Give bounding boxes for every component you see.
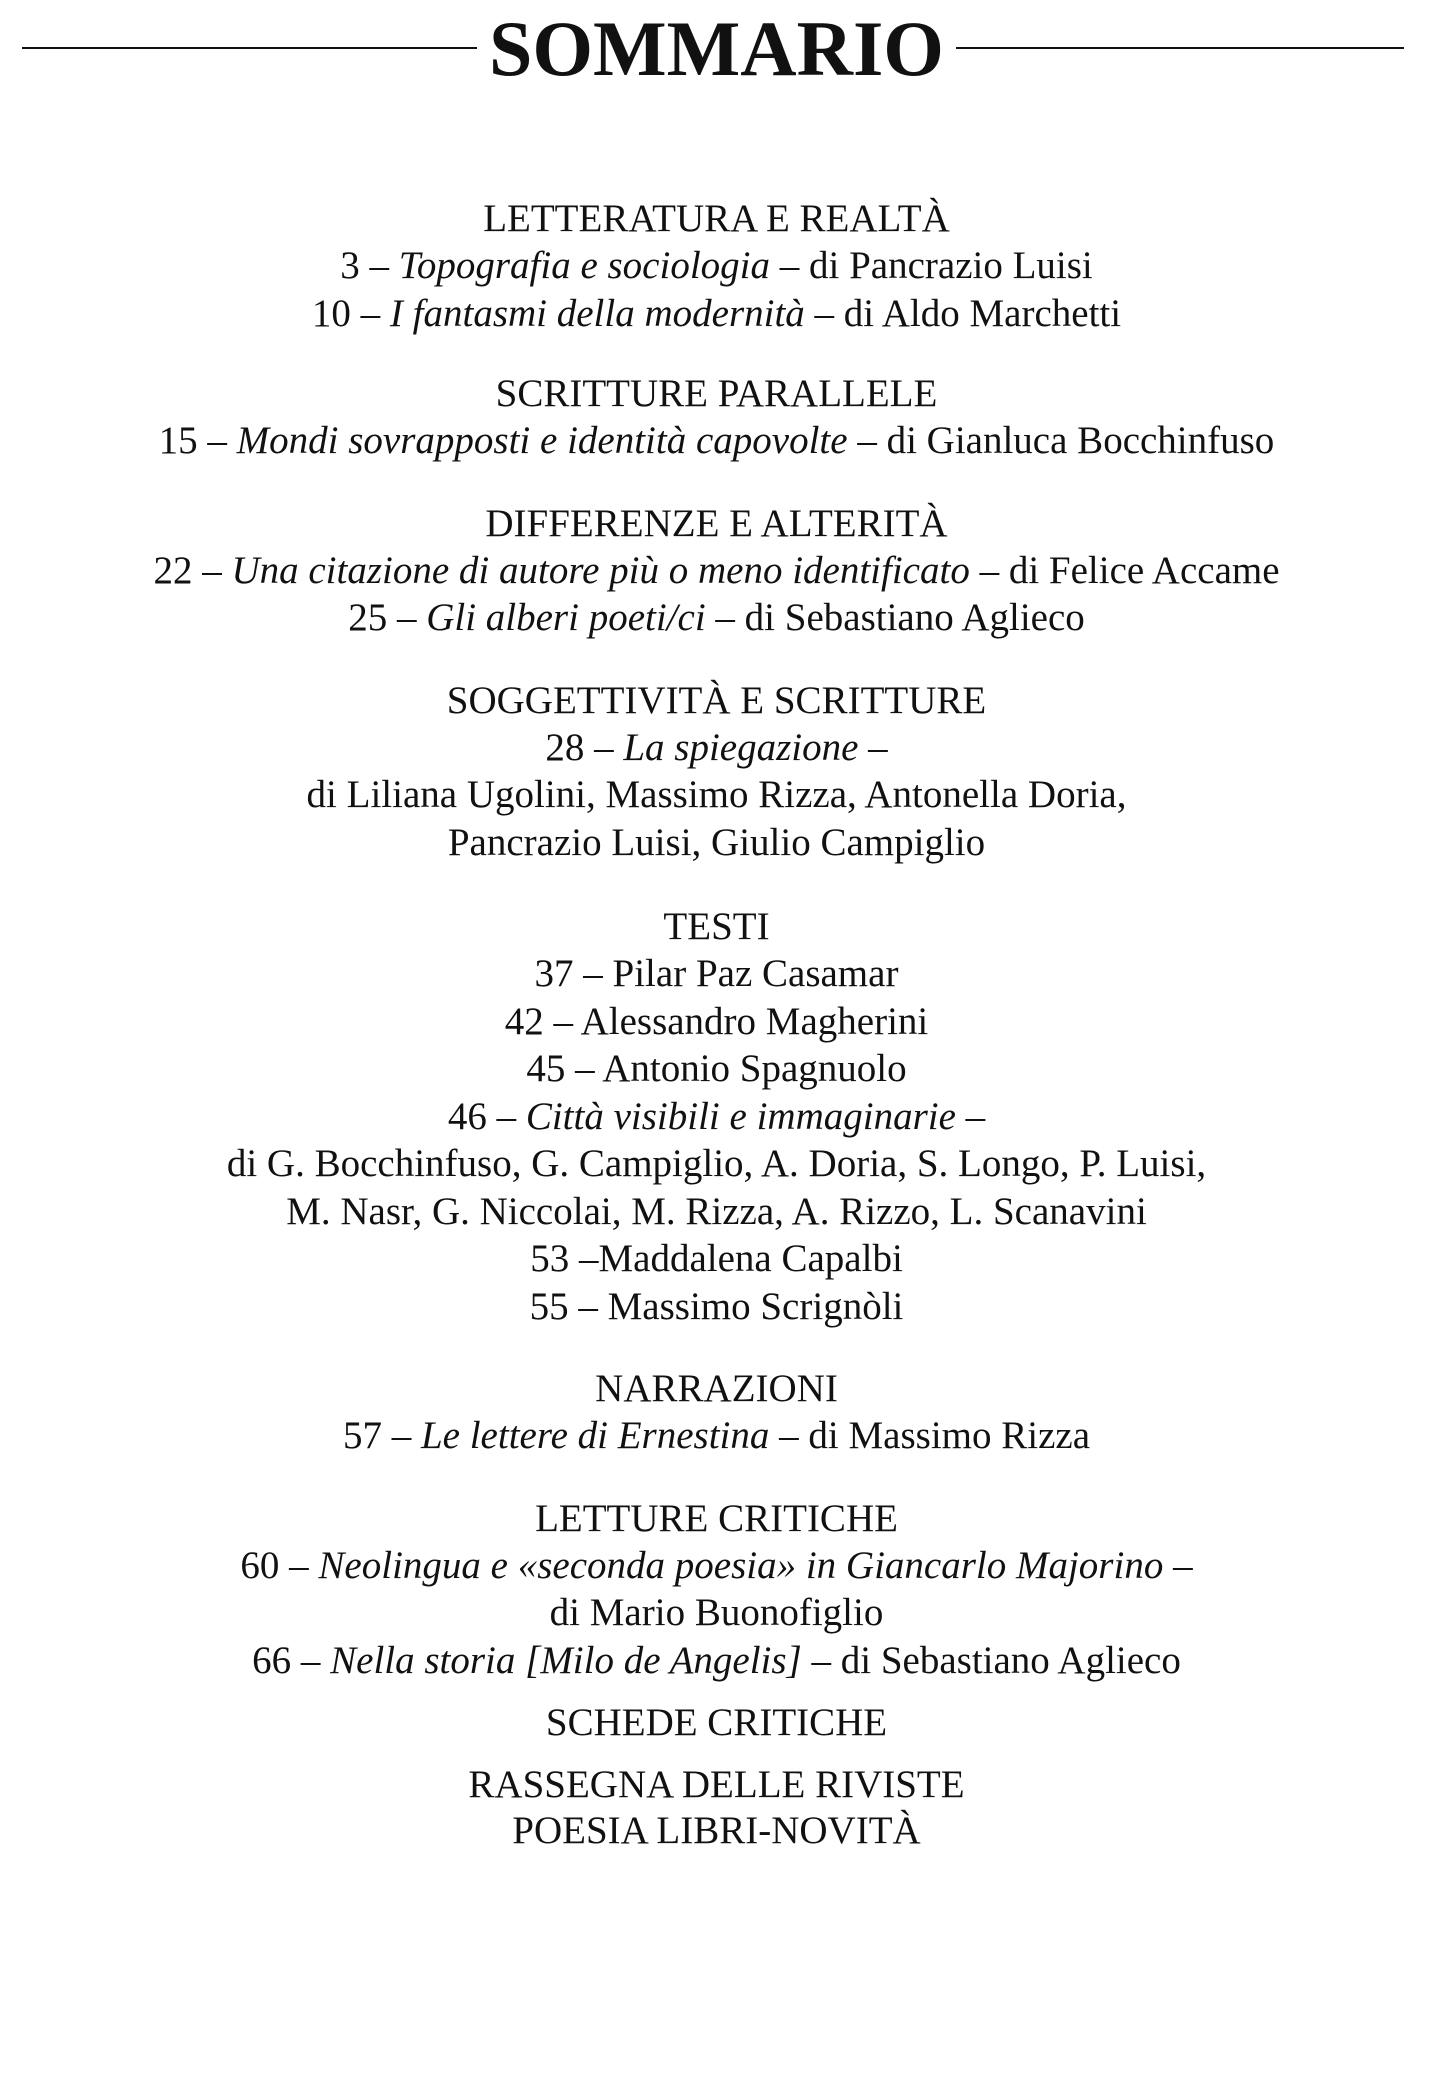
entry-author: –	[1163, 1543, 1193, 1587]
toc-entry	[0, 594, 1433, 642]
section-title: SOGGETTIVITÀ E SCRITTURE	[446, 678, 987, 722]
entry-page: 42 – Alessandro Magherini	[504, 999, 929, 1043]
title-rule-right	[956, 47, 1404, 49]
entry-page: 53 –Maddalena Capalbi	[530, 1237, 903, 1280]
entry-title: I fantasmi della modernità	[389, 291, 805, 335]
entry-page: 55 – Massimo Scrignòli	[529, 1284, 904, 1328]
toc-section	[0, 1762, 1433, 1808]
section-gap	[0, 866, 1433, 904]
toc-section	[0, 501, 1433, 642]
toc-section	[0, 1366, 1433, 1460]
entry-page: 60 –	[240, 1543, 319, 1587]
entry-page: 15 –	[158, 419, 237, 462]
section-title: RASSEGNA DELLE RIVISTE	[468, 1763, 965, 1806]
toc-entry	[0, 1589, 1433, 1637]
toc-entry	[0, 242, 1433, 290]
entry-author: – di Sebastiano Aglieco	[801, 1638, 1181, 1682]
entry-author: – di Pancrazio Luisi	[770, 244, 1093, 287]
section-title: TESTI	[663, 905, 770, 948]
toc-entry	[0, 998, 1433, 1046]
toc-entry	[0, 1637, 1433, 1685]
toc-section	[0, 1700, 1433, 1746]
section-gap	[0, 465, 1433, 501]
toc-section	[0, 678, 1433, 867]
entry-author: di G. Bocchinfuso, G. Campiglio, A. Doria, S. Longo, P. Luisi,	[226, 1142, 1207, 1185]
toc-entry	[0, 1283, 1433, 1331]
section-gap	[0, 642, 1433, 678]
section-gap	[0, 337, 1433, 371]
section-title: DIFFERENZE E ALTERITÀ	[485, 501, 948, 545]
entry-page: 57 –	[342, 1414, 421, 1457]
section-gap	[0, 1460, 1433, 1496]
toc-section	[0, 1808, 1433, 1854]
entry-title: Città visibili e immaginarie	[525, 1094, 956, 1138]
title-rule-left	[22, 47, 477, 49]
entry-page: 22 –	[153, 548, 232, 592]
entry-title: La spiegazione	[623, 725, 859, 769]
toc-entry	[0, 950, 1433, 998]
entry-author: – di Felice Accame	[969, 548, 1280, 592]
entry-page: 3 –	[340, 244, 399, 287]
entry-author: di Mario Buonofiglio	[549, 1591, 884, 1634]
entry-page: 10 –	[311, 291, 390, 335]
entry-page: 45 – Antonio Spagnuolo	[526, 1047, 907, 1090]
toc-section	[0, 1496, 1433, 1685]
toc-entry	[0, 547, 1433, 595]
page-title: SOMMARIO	[489, 5, 944, 92]
entry-page: 28 –	[545, 725, 624, 769]
toc-entry	[0, 1045, 1433, 1093]
section-title: SCHEDE CRITICHE	[545, 1701, 888, 1744]
entry-author: – di Sebastiano Aglieco	[705, 596, 1085, 639]
section-gap	[0, 1684, 1433, 1700]
title-row	[0, 0, 1433, 100]
entry-title: Una citazione di autore più o meno identificato	[231, 548, 970, 592]
table-of-contents	[0, 196, 1433, 1854]
toc-entry	[0, 1140, 1433, 1188]
entry-author: – di Massimo Rizza	[769, 1414, 1091, 1457]
toc-entry	[0, 1188, 1433, 1236]
toc-entry	[0, 1412, 1433, 1460]
toc-entry	[0, 1093, 1433, 1141]
entry-page: 46 –	[447, 1094, 526, 1138]
entry-title: Nella storia [Milo de Angelis]	[330, 1638, 802, 1682]
section-gap	[0, 1330, 1433, 1366]
entry-author: Pancrazio Luisi, Giulio Campiglio	[447, 820, 986, 864]
toc-entry	[0, 1542, 1433, 1590]
entry-author: – di Aldo Marchetti	[804, 291, 1122, 335]
section-title: LETTURE CRITICHE	[535, 1496, 898, 1540]
toc-entry	[0, 819, 1433, 867]
toc-entry	[0, 1235, 1433, 1283]
toc-section	[0, 904, 1433, 1330]
entry-page: 25 –	[348, 596, 427, 639]
section-title: SCRITTURE PARALLELE	[495, 372, 938, 415]
entry-author: – di Gianluca Bocchinfuso	[847, 419, 1275, 462]
entry-author: M. Nasr, G. Niccolai, M. Rizza, A. Rizzo, L. Scanavini	[286, 1189, 1147, 1233]
entry-title: Topografia e sociologia	[398, 244, 770, 287]
section-gap	[0, 1746, 1433, 1762]
toc-section	[0, 196, 1433, 337]
entry-author: di Liliana Ugolini, Massimo Rizza, Antonella Doria,	[306, 773, 1127, 816]
entry-page: 66 –	[252, 1638, 331, 1682]
entry-title: Gli alberi poeti/ci	[426, 596, 706, 639]
entry-author: –	[858, 725, 888, 769]
entry-title: Mondi sovrapposti e identità capovolte	[236, 419, 848, 462]
section-title: NARRAZIONI	[595, 1367, 838, 1410]
toc-entry	[0, 724, 1433, 772]
toc-section	[0, 371, 1433, 465]
toc-entry	[0, 417, 1433, 465]
entry-title: Neolingua e «seconda poesia» in Giancarlo Majorino	[318, 1543, 1164, 1587]
entry-author: –	[955, 1094, 986, 1138]
section-title: LETTERATURA E REALTÀ	[483, 197, 950, 240]
toc-entry	[0, 290, 1433, 338]
entry-title: Le lettere di Ernestina	[420, 1414, 770, 1457]
section-title: POESIA LIBRI-NOVITÀ	[512, 1809, 921, 1852]
entry-page: 37 – Pilar Paz Casamar	[534, 952, 899, 995]
toc-entry	[0, 771, 1433, 819]
